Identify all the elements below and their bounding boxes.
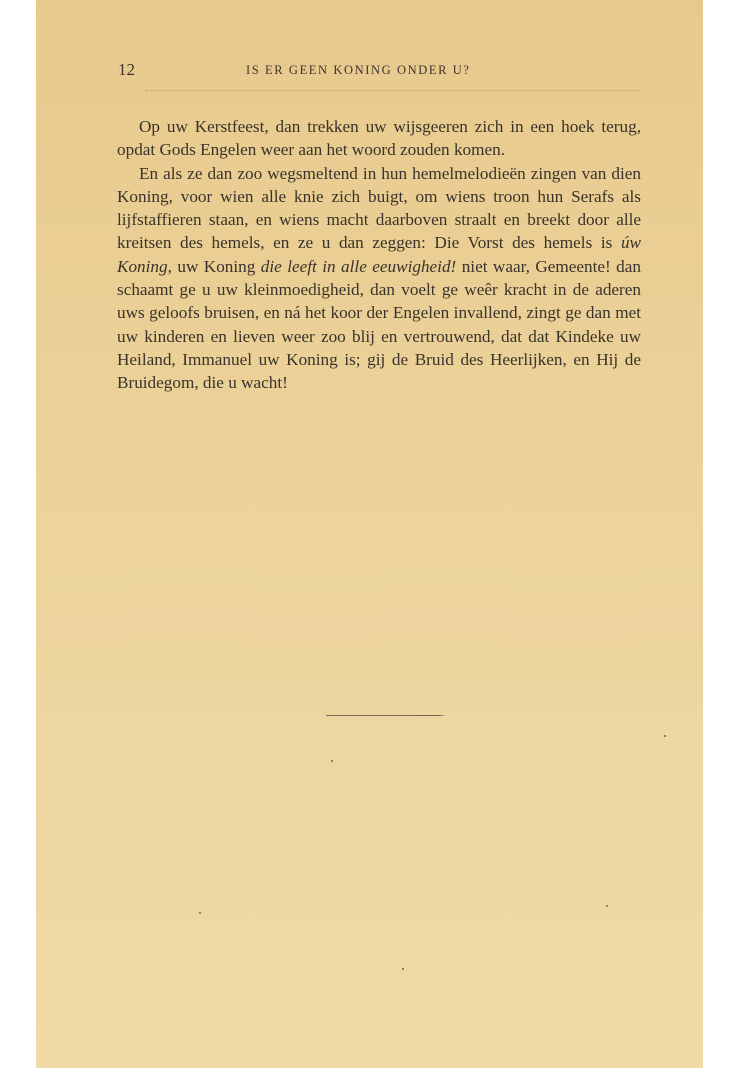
paper-speck xyxy=(199,912,201,914)
paragraph xyxy=(117,162,641,395)
paragraph xyxy=(117,115,641,162)
paragraph-text: Op uw Kerstfeest, dan trekken uw wijsgeeren zich in een hoek terug, opdat Gods Engelen weer aan het woord zouden komen. xyxy=(117,117,641,160)
paper-speck xyxy=(606,905,608,907)
paragraph-text: , uw Koning xyxy=(167,256,261,276)
header-rule xyxy=(146,90,640,91)
paper-speck xyxy=(664,735,666,737)
italic-phrase: die leeft in alle eeuwigheid! xyxy=(260,256,457,276)
running-head: IS ER GEEN KONING ONDER U? xyxy=(246,63,471,77)
paragraph-text: En als ze dan zoo wegsmeltend in hun hemelmelodieën zingen van dien Koning, voor wien alle knie zich buigt, om wiens troon hun Serafs als lijfstaffieren staan, en wiens macht daarboven straalt en breekt door alle kreitsen des hemels, en ze u dan zeggen: Die Vorst des hemels is xyxy=(117,163,641,253)
italic-phrase: úw Koning xyxy=(117,233,641,276)
paper-speck xyxy=(331,760,333,762)
paragraph-text: niet waar, Gemeente! dan schaamt ge u uw kleinmoedigheid, dan voelt ge weêr kracht in de aderen uws geloofs bruisen, en ná het koor der Engelen invallend, zingt ge dan met uw kinderen en lieven weer zoo blij en vertrouwend, dat dat Kindeke uw Heiland, Immanuel uw Koning is; gij de Bruid des Heerlijken, en Hij de Bruidegom, die u wacht! xyxy=(117,256,641,393)
end-rule xyxy=(326,715,441,716)
page-number: 12 xyxy=(118,60,135,79)
paper-speck xyxy=(402,968,404,970)
book-page xyxy=(36,0,703,1068)
page-header xyxy=(118,60,638,82)
body-text xyxy=(117,115,641,395)
